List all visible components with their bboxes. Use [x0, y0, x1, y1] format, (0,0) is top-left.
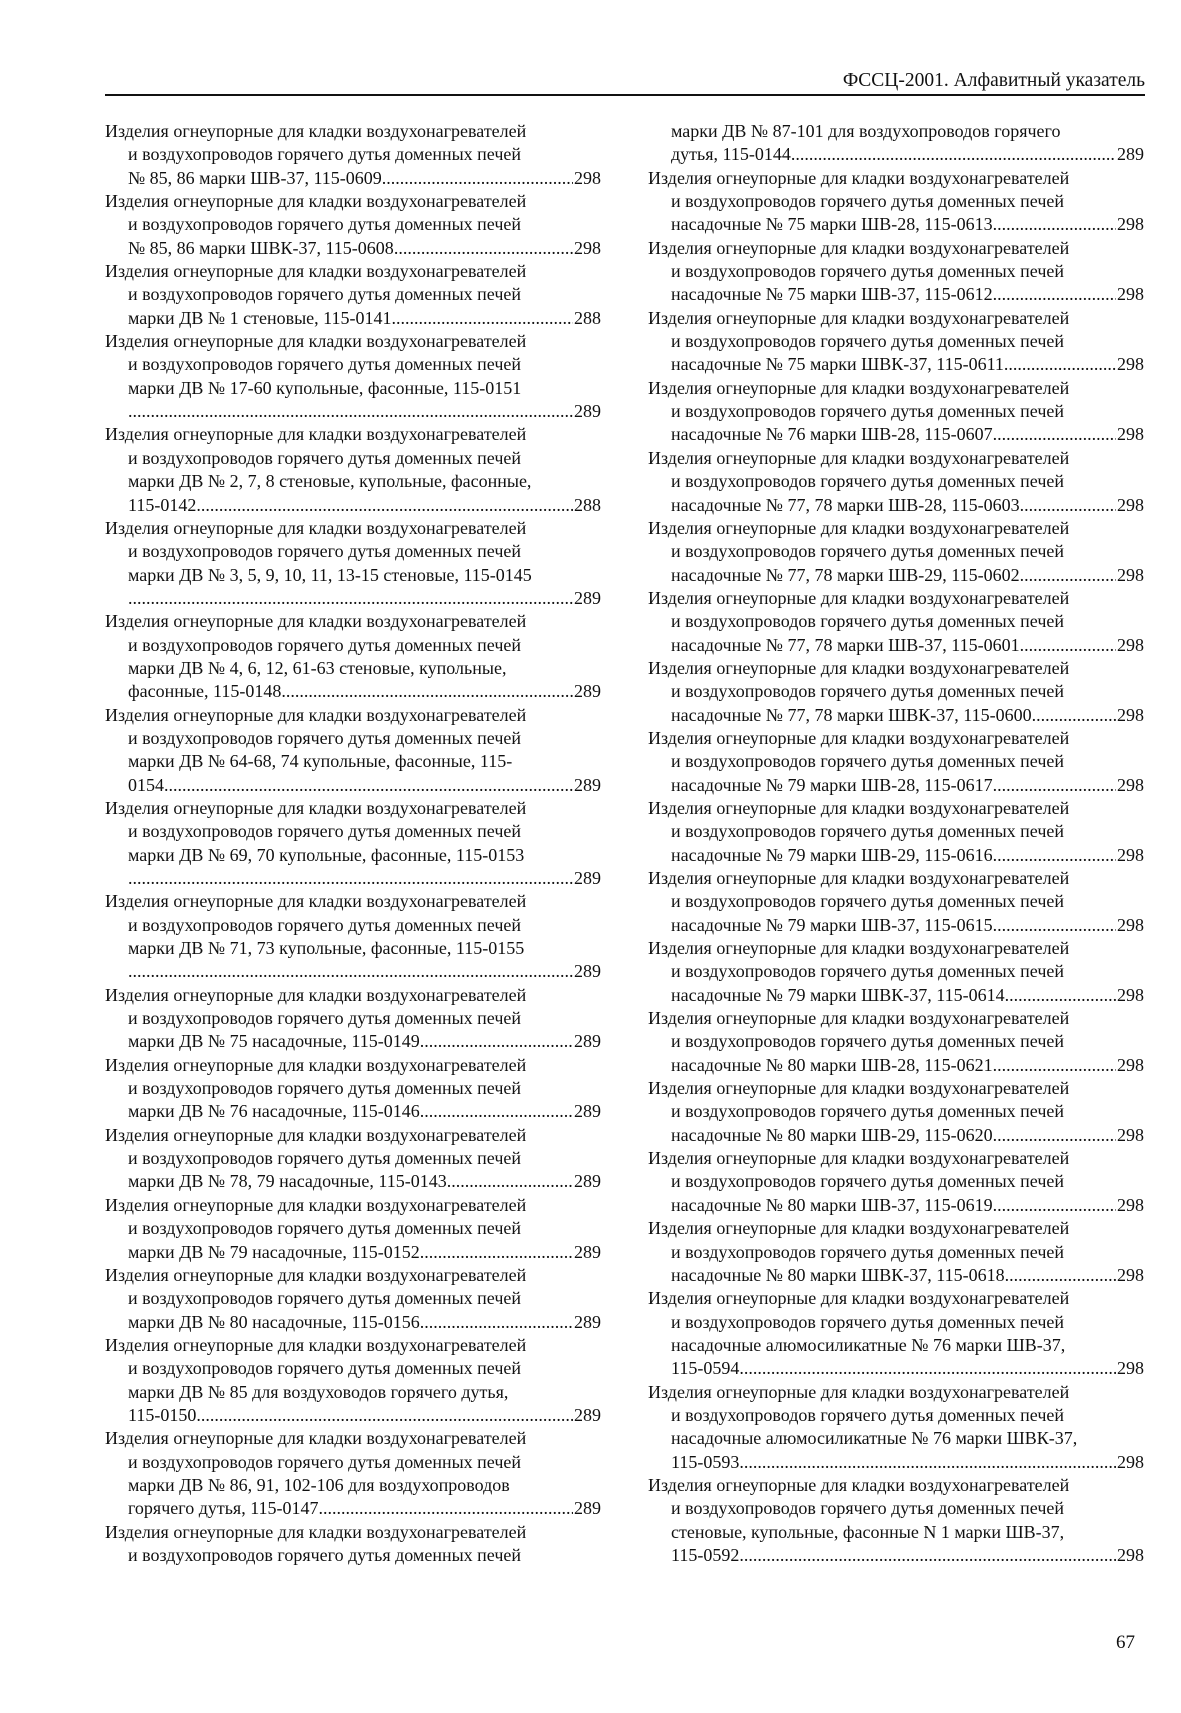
entry-continuation-line: марки ДВ № 86, 91, 102-106 для воздухопроводов: [128, 1474, 510, 1495]
entry-leader-line: [105, 960, 601, 983]
entry-leader-line: [648, 704, 1144, 727]
entry-continuation-line: и воздухопроводов горячего дутья доменных печей: [128, 284, 522, 305]
entry-heading-line: Изделия огнеупорные для кладки воздухонагревателей: [648, 1218, 1070, 1239]
entry-continuation-line: марки ДВ № 4, 6, 12, 61-63 стеновые, купольные,: [128, 657, 507, 678]
index-entry: [648, 797, 1144, 867]
entry-leader-line: [648, 1357, 1144, 1380]
entry-heading-line: Изделия огнеупорные для кладки воздухонагревателей: [648, 1008, 1070, 1029]
index-entry: [105, 1124, 601, 1194]
index-entry: [105, 1521, 601, 1568]
index-entry: [105, 1334, 601, 1427]
entry-last-text: насадочные № 77, 78 марки ШВ-29, 115-0602: [671, 564, 1020, 585]
entry-continuation-line: и воздухопроводов горячего дутья доменных печей: [671, 891, 1065, 912]
entry-last-text: насадочные № 79 марки ШВК-37, 115-0614: [671, 984, 1005, 1005]
entry-heading-line: Изделия огнеупорные для кладки воздухонагревателей: [105, 1334, 527, 1355]
entry-leader-line: [105, 1030, 601, 1053]
entry-page-ref: 289: [574, 961, 601, 982]
entry-last-text: насадочные № 75 марки ШВ-37, 115-0612: [671, 284, 993, 305]
entry-heading-line: Изделия огнеупорные для кладки воздухонагревателей: [105, 1124, 527, 1145]
entry-page-ref: 289: [574, 587, 601, 608]
entry-heading-line: Изделия огнеупорные для кладки воздухонагревателей: [648, 447, 1070, 468]
entry-page-ref: 298: [1117, 1544, 1144, 1565]
entry-page-ref: 298: [1117, 634, 1144, 655]
entry-continuation-line: и воздухопроводов горячего дутья доменных печей: [671, 1101, 1065, 1122]
index-entry: [648, 447, 1144, 517]
entry-continuation-line: и воздухопроводов горячего дутья доменных печей: [671, 1171, 1065, 1192]
dot-leader: [739, 1544, 1116, 1567]
entry-heading-line: Изделия огнеупорные для кладки воздухонагревателей: [648, 517, 1070, 538]
entry-continuation-line: и воздухопроводов горячего дутья доменных печей: [128, 1544, 522, 1565]
entry-last-text: 0154: [128, 774, 164, 795]
entry-heading-line: Изделия огнеупорные для кладки воздухонагревателей: [648, 727, 1070, 748]
entry-page-ref: 289: [1117, 144, 1144, 165]
entry-page-ref: 289: [574, 1241, 601, 1262]
entry-page-ref: 298: [1117, 704, 1144, 725]
dot-leader: [993, 844, 1116, 867]
entry-continuation-line: и воздухопроводов горячего дутья доменных печей: [128, 1148, 522, 1169]
dot-leader: [128, 400, 573, 423]
entry-leader-line: [105, 587, 601, 610]
entry-last-text: насадочные № 79 марки ШВ-37, 115-0615: [671, 914, 993, 935]
entry-heading-line: Изделия огнеупорные для кладки воздухонагревателей: [105, 1194, 527, 1215]
dot-leader: [420, 1030, 573, 1053]
entry-heading-line: Изделия огнеупорные для кладки воздухонагревателей: [105, 1054, 527, 1075]
entry-last-text: насадочные № 80 марки ШВ-37, 115-0619: [671, 1194, 993, 1215]
dot-leader: [1004, 353, 1116, 376]
index-entry: [105, 1427, 601, 1520]
entry-continuation-line: и воздухопроводов горячего дутья доменных печей: [671, 471, 1065, 492]
dot-leader: [420, 1311, 573, 1334]
entry-continuation-line: марки ДВ № 85 для воздуховодов горячего дутья,: [128, 1381, 509, 1402]
entry-page-ref: 289: [574, 1498, 601, 1519]
dot-leader: [993, 914, 1116, 937]
entry-continuation-line: и воздухопроводов горячего дутья доменных печей: [128, 1288, 522, 1309]
entry-last-text: насадочные № 80 марки ШВК-37, 115-0618: [671, 1264, 1005, 1285]
entry-leader-line: [648, 213, 1144, 236]
entry-continuation-line: и воздухопроводов горячего дутья доменных печей: [128, 447, 522, 468]
entry-leader-line: [648, 844, 1144, 867]
entry-page-ref: 289: [574, 1031, 601, 1052]
entry-leader-line: [105, 237, 601, 260]
index-entry: [648, 377, 1144, 447]
entry-last-text: насадочные № 79 марки ШВ-28, 115-0617: [671, 774, 993, 795]
entry-continuation-line: марки ДВ № 3, 5, 9, 10, 11, 13-15 стеновые, 115-0145: [128, 564, 532, 585]
entry-leader-line: [105, 680, 601, 703]
entry-page-ref: 288: [574, 494, 601, 515]
index-entry: [105, 797, 601, 890]
entry-heading-line: Изделия огнеупорные для кладки воздухонагревателей: [648, 938, 1070, 959]
entry-continuation-line: и воздухопроводов горячего дутья доменных печей: [128, 1078, 522, 1099]
dot-leader: [394, 237, 573, 260]
dot-leader: [196, 494, 573, 517]
entry-leader-line: [105, 867, 601, 890]
dot-leader: [993, 423, 1116, 446]
entry-last-text: марки ДВ № 75 насадочные, 115-0149: [128, 1031, 420, 1052]
index-entry: [648, 1381, 1144, 1474]
dot-leader: [791, 143, 1116, 166]
entry-page-ref: 289: [574, 774, 601, 795]
entry-heading-line: Изделия огнеупорные для кладки воздухонагревателей: [648, 1148, 1070, 1169]
entry-continuation-line: и воздухопроводов горячего дутья доменных печей: [671, 681, 1065, 702]
entry-page-ref: 298: [1117, 1264, 1144, 1285]
index-entry: [105, 330, 601, 423]
entry-page-ref: 289: [574, 681, 601, 702]
entry-leader-line: [648, 634, 1144, 657]
entry-heading-line: Изделия огнеупорные для кладки воздухонагревателей: [105, 331, 527, 352]
entry-continuation-line: и воздухопроводов горячего дутья доменных печей: [671, 401, 1065, 422]
entry-continuation-line: марки ДВ № 87-101 для воздухопроводов горячего: [671, 121, 1061, 141]
entry-leader-line: [648, 1451, 1144, 1474]
entry-page-ref: 298: [1117, 564, 1144, 585]
entry-heading-line: Изделия огнеупорные для кладки воздухонагревателей: [105, 984, 527, 1005]
entry-heading-line: Изделия огнеупорные для кладки воздухонагревателей: [648, 1474, 1070, 1495]
entry-continuation-line: и воздухопроводов горячего дутья доменных печей: [671, 821, 1065, 842]
index-entry: [105, 423, 601, 516]
entry-leader-line: [648, 1264, 1144, 1287]
entry-last-text: насадочные № 76 марки ШВ-28, 115-0607: [671, 424, 993, 445]
index-entry: [648, 1077, 1144, 1147]
index-entry: [648, 1287, 1144, 1380]
entry-last-text: насадочные № 77, 78 марки ШВ-37, 115-0601: [671, 634, 1020, 655]
index-entry: [105, 190, 601, 260]
entry-page-ref: 289: [574, 401, 601, 422]
index-entry: [105, 1194, 601, 1264]
entry-leader-line: [105, 1311, 601, 1334]
entry-heading-line: Изделия огнеупорные для кладки воздухонагревателей: [648, 1078, 1070, 1099]
dot-leader: [196, 1404, 573, 1427]
entry-leader-line: [648, 1054, 1144, 1077]
dot-leader: [1020, 634, 1116, 657]
entry-continuation-line: и воздухопроводов горячего дутья доменных печей: [671, 261, 1065, 282]
entry-heading-line: Изделия огнеупорные для кладки воздухонагревателей: [105, 261, 527, 282]
entry-heading-line: Изделия огнеупорные для кладки воздухонагревателей: [105, 891, 527, 912]
entry-last-text: насадочные № 80 марки ШВ-29, 115-0620: [671, 1124, 993, 1145]
entry-leader-line: [648, 1124, 1144, 1147]
index-entry: [648, 517, 1144, 587]
entry-leader-line: [105, 774, 601, 797]
entry-continuation-line: и воздухопроводов горячего дутья доменных печей: [671, 331, 1065, 352]
entry-last-text: 115-0592: [671, 1544, 740, 1565]
entry-continuation-line: и воздухопроводов горячего дутья доменных печей: [128, 914, 522, 935]
entry-continuation-line: и воздухопроводов горячего дутья доменных печей: [671, 1498, 1065, 1519]
entry-last-text: насадочные № 77, 78 марки ШВ-28, 115-0603: [671, 494, 1020, 515]
entry-continuation-line: и воздухопроводов горячего дутья доменных печей: [128, 1358, 522, 1379]
entry-continuation-line: и воздухопроводов горячего дутья доменных печей: [128, 1218, 522, 1239]
index-entry: [105, 704, 601, 797]
dot-leader: [1020, 564, 1116, 587]
entry-last-text: насадочные № 75 марки ШВК-37, 115-0611: [671, 354, 1004, 375]
entry-heading-line: Изделия огнеупорные для кладки воздухонагревателей: [648, 1381, 1070, 1402]
entry-leader-line: [648, 984, 1144, 1007]
entry-page-ref: 289: [574, 868, 601, 888]
entry-leader-line: [648, 353, 1144, 376]
entry-continuation-line: насадочные алюмосиликатные № 76 марки ШВК-37,: [671, 1428, 1078, 1449]
entry-last-text: марки ДВ № 80 насадочные, 115-0156: [128, 1311, 420, 1332]
entry-page-ref: 298: [1117, 1358, 1144, 1379]
entry-heading-line: Изделия огнеупорные для кладки воздухонагревателей: [105, 517, 527, 538]
entry-continuation-line: и воздухопроводов горячего дутья доменных печей: [128, 634, 522, 655]
entry-page-ref: 298: [1117, 284, 1144, 305]
dot-leader: [164, 774, 573, 797]
entry-last-text: 115-0142: [128, 494, 197, 515]
entry-last-text: 115-0594: [671, 1358, 740, 1379]
dot-leader: [281, 680, 573, 703]
entry-leader-line: [105, 1170, 601, 1193]
index-entry: [105, 120, 601, 190]
dot-leader: [739, 1451, 1116, 1474]
entry-continuation-line: и воздухопроводов горячего дутья доменных печей: [671, 1241, 1065, 1262]
entry-last-text: № 85, 86 марки ШВ-37, 115-0609: [128, 167, 382, 188]
entry-continuation-line: и воздухопроводов горячего дутья доменных печей: [128, 1008, 522, 1029]
index-entry: [648, 657, 1144, 727]
entry-heading-line: Изделия огнеупорные для кладки воздухонагревателей: [105, 191, 527, 212]
entry-heading-line: Изделия огнеупорные для кладки воздухонагревателей: [105, 704, 527, 725]
entry-continuation-line: и воздухопроводов горячего дутья доменных печей: [671, 611, 1065, 632]
entry-last-text: насадочные № 80 марки ШВ-28, 115-0621: [671, 1054, 993, 1075]
dot-leader: [447, 1170, 573, 1193]
entry-page-ref: 298: [1117, 774, 1144, 795]
entry-leader-line: [105, 167, 601, 190]
entry-page-ref: 298: [1117, 914, 1144, 935]
dot-leader: [391, 307, 573, 330]
entry-heading-line: Изделия огнеупорные для кладки воздухонагревателей: [105, 1428, 527, 1449]
entry-page-ref: 288: [574, 307, 601, 328]
index-entry: [648, 937, 1144, 1007]
entry-continuation-line: и воздухопроводов горячего дутья доменных печей: [128, 144, 522, 165]
entry-continuation-line: и воздухопроводов горячего дутья доменных печей: [671, 751, 1065, 772]
dot-leader: [319, 1497, 573, 1520]
entry-last-text: горячего дутья, 115-0147: [128, 1498, 319, 1519]
index-entry: [648, 1474, 1144, 1567]
entry-leader-line: [648, 494, 1144, 517]
entry-leader-line: [648, 914, 1144, 937]
page-number: 67: [1116, 1632, 1135, 1653]
entry-leader-line: [105, 1100, 601, 1123]
entry-continuation-line: и воздухопроводов горячего дутья доменных печей: [128, 214, 522, 235]
entry-heading-line: Изделия огнеупорные для кладки воздухонагревателей: [648, 868, 1070, 888]
dot-leader: [1005, 984, 1116, 1007]
entry-last-text: дутья, 115-0144: [671, 144, 791, 165]
dot-leader: [420, 1100, 573, 1123]
dot-leader: [382, 167, 573, 190]
entry-heading-line: Изделия огнеупорные для кладки воздухонагревателей: [105, 797, 527, 818]
entry-page-ref: 298: [1117, 1124, 1144, 1145]
entry-heading-line: Изделия огнеупорные для кладки воздухонагревателей: [648, 377, 1070, 398]
index-entry: [105, 1054, 601, 1124]
index-column-right: [648, 120, 1144, 1567]
entry-page-ref: 298: [574, 167, 601, 188]
entry-heading-line: Изделия огнеупорные для кладки воздухонагревателей: [105, 611, 527, 632]
entry-heading-line: Изделия огнеупорные для кладки воздухонагревателей: [105, 1521, 527, 1542]
entry-heading-line: Изделия огнеупорные для кладки воздухонагревателей: [105, 121, 527, 141]
entry-last-text: насадочные № 75 марки ШВ-28, 115-0613: [671, 214, 993, 235]
dot-leader: [993, 213, 1116, 236]
entry-continuation-line: марки ДВ № 69, 70 купольные, фасонные, 115-0153: [128, 844, 525, 865]
entry-last-text: марки ДВ № 78, 79 насадочные, 115-0143: [128, 1171, 447, 1192]
entry-continuation-line: и воздухопроводов горячего дутья доменных печей: [671, 1311, 1065, 1332]
entry-page-ref: 298: [574, 237, 601, 258]
entry-leader-line: [105, 1241, 601, 1264]
entry-last-text: № 85, 86 марки ШВК-37, 115-0608: [128, 237, 394, 258]
entry-page-ref: 298: [1117, 1451, 1144, 1472]
index-entry: [648, 1217, 1144, 1287]
entry-page-ref: 298: [1117, 424, 1144, 445]
entry-leader-line: [105, 494, 601, 517]
index-entry: [648, 237, 1144, 307]
entry-leader-line: [105, 1497, 601, 1520]
entry-last-text: насадочные № 77, 78 марки ШВК-37, 115-0600: [671, 704, 1032, 725]
entry-page-ref: 298: [1117, 844, 1144, 865]
index-entry: [105, 260, 601, 330]
entry-leader-line: [648, 143, 1144, 166]
entry-leader-line: [648, 1194, 1144, 1217]
entry-last-text: марки ДВ № 76 насадочные, 115-0146: [128, 1101, 420, 1122]
dot-leader: [128, 960, 573, 983]
entry-heading-line: Изделия огнеупорные для кладки воздухонагревателей: [648, 237, 1070, 258]
entry-continuation-line: и воздухопроводов горячего дутья доменных печей: [671, 1404, 1065, 1425]
entry-heading-line: Изделия огнеупорные для кладки воздухонагревателей: [648, 797, 1070, 818]
entry-leader-line: [648, 1544, 1144, 1567]
entry-heading-line: Изделия огнеупорные для кладки воздухонагревателей: [648, 587, 1070, 608]
dot-leader: [128, 587, 573, 610]
index-entry: [105, 517, 601, 610]
entry-leader-line: [648, 283, 1144, 306]
entry-continuation-line: и воздухопроводов горячего дутья доменных печей: [671, 1031, 1065, 1052]
dot-leader: [1005, 1264, 1116, 1287]
entry-page-ref: 289: [574, 1311, 601, 1332]
entry-continuation-line: и воздухопроводов горячего дутья доменных печей: [128, 727, 522, 748]
entry-leader-line: [105, 1404, 601, 1427]
entry-continuation-line: стеновые, купольные, фасонные N 1 марки ШВ-37,: [671, 1521, 1065, 1542]
dot-leader: [1032, 704, 1116, 727]
header-title: ФССЦ-2001. Алфавитный указатель: [842, 70, 1145, 91]
entry-continuation-line: насадочные алюмосиликатные № 76 марки ШВ-37,: [671, 1334, 1066, 1355]
dot-leader: [993, 1194, 1116, 1217]
index-entry: [648, 727, 1144, 797]
index-entry: [648, 167, 1144, 237]
entry-continuation-line: и воздухопроводов горячего дутья доменных печей: [128, 1451, 522, 1472]
entry-heading-line: Изделия огнеупорные для кладки воздухонагревателей: [648, 307, 1070, 328]
entry-leader-line: [105, 400, 601, 423]
index-entry: [648, 120, 1144, 167]
index-entry: [105, 890, 601, 983]
index-column-left: [105, 120, 601, 1567]
index-entry: [105, 610, 601, 703]
entry-last-text: марки ДВ № 1 стеновые, 115-0141: [128, 307, 392, 328]
entry-page-ref: 298: [1117, 494, 1144, 515]
dot-leader: [420, 1241, 573, 1264]
dot-leader: [993, 1124, 1116, 1147]
entry-continuation-line: и воздухопроводов горячего дутья доменных печей: [671, 541, 1065, 562]
running-header: [105, 66, 1145, 96]
entry-continuation-line: и воздухопроводов горячего дутья доменных печей: [128, 821, 522, 842]
entry-leader-line: [648, 564, 1144, 587]
entry-heading-line: Изделия огнеупорные для кладки воздухонагревателей: [648, 1288, 1070, 1309]
entry-continuation-line: марки ДВ № 17-60 купольные, фасонные, 115-0151: [128, 377, 522, 398]
entry-heading-line: Изделия огнеупорные для кладки воздухонагревателей: [648, 167, 1070, 188]
entry-last-text: фасонные, 115-0148: [128, 681, 282, 702]
entry-continuation-line: и воздухопроводов горячего дутья доменных печей: [671, 191, 1065, 212]
index-entry: [648, 1147, 1144, 1217]
entry-page-ref: 289: [574, 1101, 601, 1122]
entry-continuation-line: марки ДВ № 2, 7, 8 стеновые, купольные, фасонные,: [128, 471, 532, 492]
entry-page-ref: 298: [1117, 1194, 1144, 1215]
dot-leader: [1020, 494, 1116, 517]
entry-continuation-line: марки ДВ № 64-68, 74 купольные, фасонные, 115-: [128, 751, 513, 772]
index-entry: [648, 867, 1144, 937]
entry-continuation-line: и воздухопроводов горячего дутья доменных печей: [128, 354, 522, 375]
dot-leader: [993, 774, 1116, 797]
entry-page-ref: 289: [574, 1404, 601, 1425]
entry-leader-line: [648, 774, 1144, 797]
entry-page-ref: 298: [1117, 1054, 1144, 1075]
entry-last-text: 115-0150: [128, 1404, 197, 1425]
dot-leader: [739, 1357, 1116, 1380]
entry-page-ref: 289: [574, 1171, 601, 1192]
index-entry: [648, 307, 1144, 377]
index-entry: [105, 1264, 601, 1334]
entry-last-text: марки ДВ № 79 насадочные, 115-0152: [128, 1241, 420, 1262]
dot-leader: [993, 283, 1116, 306]
entry-continuation-line: и воздухопроводов горячего дутья доменных печей: [671, 961, 1065, 982]
entry-leader-line: [105, 307, 601, 330]
entry-heading-line: Изделия огнеупорные для кладки воздухонагревателей: [105, 1264, 527, 1285]
entry-heading-line: Изделия огнеупорные для кладки воздухонагревателей: [105, 424, 527, 445]
entry-heading-line: Изделия огнеупорные для кладки воздухонагревателей: [648, 657, 1070, 678]
index-entry: [648, 587, 1144, 657]
entry-last-text: 115-0593: [671, 1451, 740, 1472]
entry-continuation-line: и воздухопроводов горячего дутья доменных печей: [128, 541, 522, 562]
entry-continuation-line: марки ДВ № 71, 73 купольные, фасонные, 115-0155: [128, 938, 525, 959]
dot-leader: [128, 867, 573, 890]
entry-last-text: насадочные № 79 марки ШВ-29, 115-0616: [671, 844, 993, 865]
entry-leader-line: [648, 423, 1144, 446]
dot-leader: [993, 1054, 1116, 1077]
entry-page-ref: 298: [1117, 214, 1144, 235]
index-entry: [648, 1007, 1144, 1077]
entry-page-ref: 298: [1117, 984, 1144, 1005]
index-entry: [105, 984, 601, 1054]
entry-page-ref: 298: [1117, 354, 1144, 375]
